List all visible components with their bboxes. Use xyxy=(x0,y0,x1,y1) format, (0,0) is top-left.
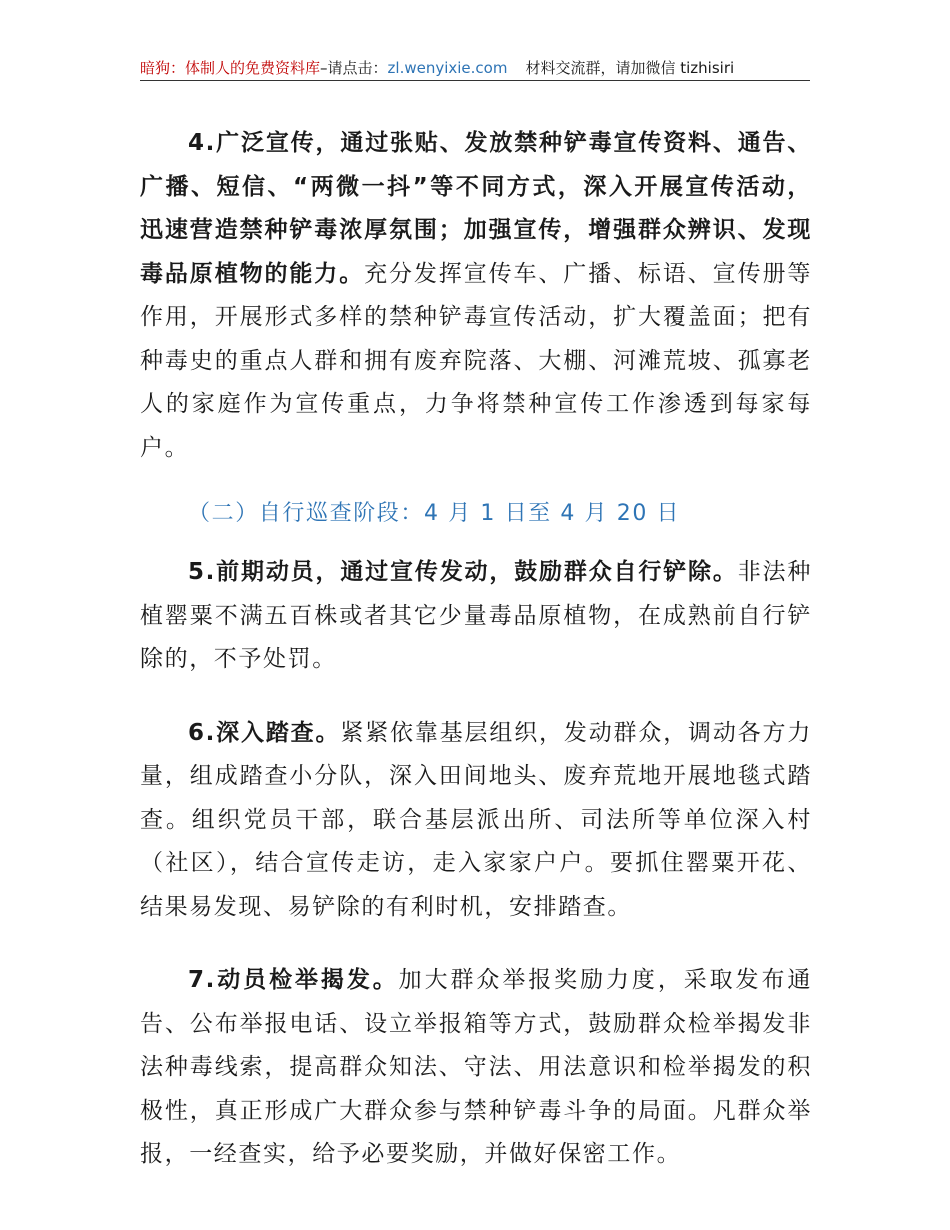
spacer xyxy=(140,535,812,551)
paragraph-7-text: 加大群众举报奖励力度，采取发布通告、公布举报电话、设立举报箱等方式，鼓励群众检举揭发非法种毒线索，提高群众知法、守法、用法意识和检举揭发的积极性，真正形成广大群众参与禁种铲毒斗争的局面。凡群众举报，一经查实，给予必要奖励，并做好保密工作。 xyxy=(140,967,812,1167)
paragraph-4-text: 充分发挥宣传车、广播、标语、宣传册等作用，开展形式多样的禁种铲毒宣传活动，扩大覆盖面；把有种毒史的重点人群和拥有废弃院落、大棚、河滩荒坡、孤寡老人的家庭作为宣传重点，力争将禁种宣传工作渗透到每家每户。 xyxy=(140,260,812,461)
paragraph-6 xyxy=(140,712,812,930)
wechat-group-note: 材料交流群，请加微信 tizhisiri xyxy=(525,59,735,77)
paragraph-7 xyxy=(140,959,812,1177)
paragraph-6-lead: 6.深入踏查。 xyxy=(188,719,341,746)
paragraph-5-lead: 5.前期动员，通过宣传发动，鼓励群众自行铲除。 xyxy=(188,559,738,585)
spacer xyxy=(140,682,812,712)
page-header xyxy=(140,58,810,80)
section-heading: （二）自行巡查阶段：4 月 1 日至 4 月 20 日 xyxy=(188,501,681,526)
paragraph-4 xyxy=(140,122,812,470)
paragraph-5 xyxy=(140,551,812,682)
paragraph-5-text: 非法种植罂粟不满五百株或者其它少量毒品原植物，在成熟前自行铲除的，不予处罚。 xyxy=(140,559,812,672)
paragraph-4-lead: 4.广泛宣传，通过张贴、发放禁种铲毒宣传资料、通告、广播、短信、“两微一抖”等不同方式，深入开展宣传活动，迅速营造禁种铲毒浓厚氛围；加强宣传，增强群众辨识、发现毒品原植物的能力。 xyxy=(140,130,812,287)
click-prompt: –请点击： xyxy=(320,59,388,77)
site-name: 暗狗：体制人的免费资料库 xyxy=(140,59,321,77)
spacer xyxy=(140,929,812,959)
paragraph-6-text: 紧紧依靠基层组织，发动群众，调动各方力量，组成踏查小分队，深入田间地头、废弃荒地开展地毯式踏查。组织党员干部，联合基层派出所、司法所等单位深入村（社区），结合宣传走访，走入家家户户。要抓住罂粟开花、结果易发现、易铲除的有利时机，安排踏查。 xyxy=(140,719,812,920)
document-body xyxy=(140,122,812,1177)
paragraph-7-lead: 7.动员检举揭发。 xyxy=(188,967,399,993)
spacer xyxy=(140,470,812,492)
site-link[interactable]: zl.wenyixie.com xyxy=(387,59,508,77)
header-divider xyxy=(140,80,810,81)
